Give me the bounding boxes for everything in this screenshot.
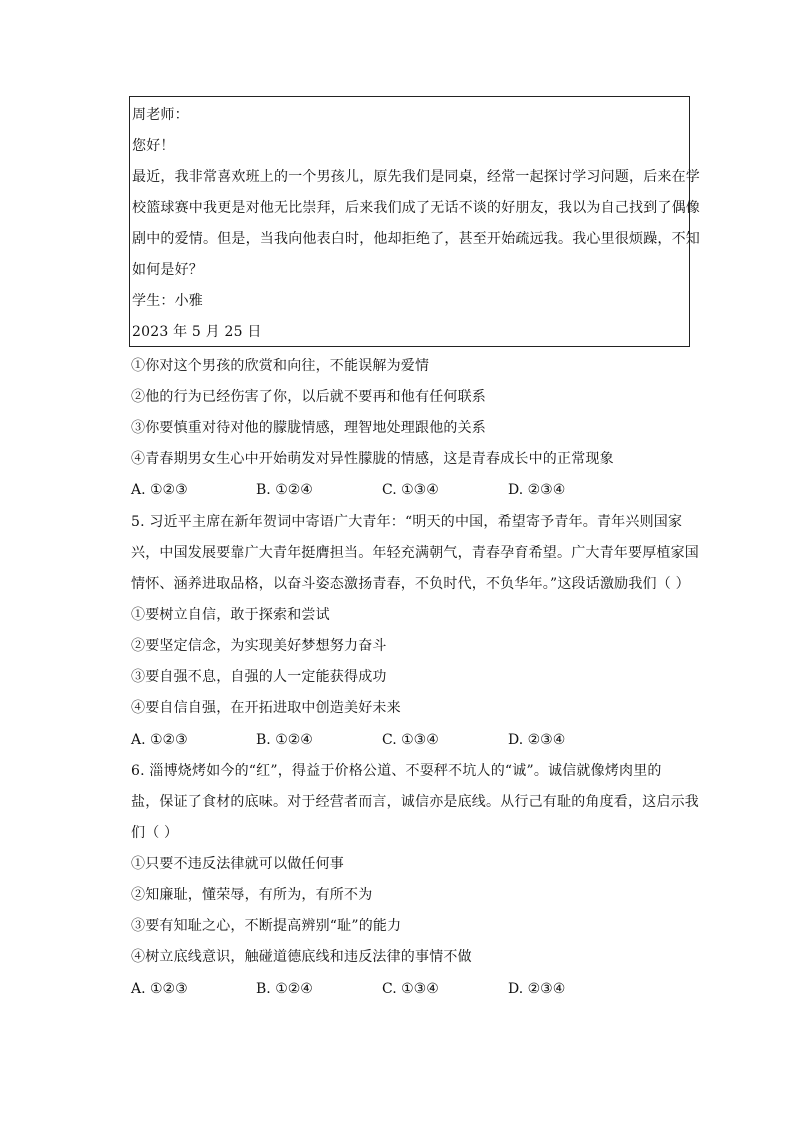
q5-choice-c[interactable]: C. ①③④ xyxy=(382,732,439,748)
q4-choice-b[interactable]: B. ①②④ xyxy=(256,482,313,498)
q4-statement: ②他的行为已经伤害了你，以后就不要再和他有任何联系 xyxy=(131,389,486,405)
q5-choice-d[interactable]: D. ②③④ xyxy=(508,732,566,748)
q6-statement: ③要有知耻之心，不断提高辨别“耻”的能力 xyxy=(131,918,402,934)
q6-stem-line: 6. 淄博烧烤如今的“红”，得益于价格公道、不耍秤不坑人的“诚”。诚信就像烤肉里的 xyxy=(131,763,662,779)
letter-body-line: 校篮球赛中我更是对他无比崇拜，后来我们成了无话不谈的好朋友，我以为自己找到了偶像 xyxy=(132,200,700,216)
letter-box xyxy=(129,96,700,347)
q6-choice-c[interactable]: C. ①③④ xyxy=(382,981,439,997)
q5-choice-b[interactable]: B. ①②④ xyxy=(256,732,313,748)
q6-stem-line: 盐，保证了食材的底味。对于经营者而言，诚信亦是底线。从行己有耻的角度看，这启示我 xyxy=(131,794,699,810)
letter-date: 2023 年 5 月 25 日 xyxy=(132,324,262,340)
q5-stem-line: 5. 习近平主席在新年贺词中寄语广大青年：“明天的中国，希望寄予青年。青年兴则国家 xyxy=(131,514,683,530)
q5-statement: ③要自强不息，自强的人一定能获得成功 xyxy=(131,669,387,685)
letter-greeting: 您好！ xyxy=(132,138,175,154)
letter-salutation: 周老师： xyxy=(132,107,189,123)
q5-statement: ②要坚定信念，为实现美好梦想努力奋斗 xyxy=(131,638,387,654)
letter-signature: 学生：小雅 xyxy=(132,293,203,309)
q4-statement: ④青春期男女生心中开始萌发对异性朦胧的情感，这是青春成长中的正常现象 xyxy=(131,451,614,467)
letter-body-line: 最近，我非常喜欢班上的一个男孩儿，原先我们是同桌，经常一起探讨学习问题，后来在学 xyxy=(132,169,700,185)
q6-choice-a[interactable]: A. ①②③ xyxy=(131,981,188,997)
q5-stem-line: 情怀、涵养进取品格，以奋斗姿态激扬青春，不负时代，不负华年。”这段话激励我们（ ） xyxy=(131,576,690,592)
q6-statement: ①只要不违反法律就可以做任何事 xyxy=(131,856,344,872)
q4-choice-a[interactable]: A. ①②③ xyxy=(131,482,188,498)
q4-statement: ③你要慎重对待对他的朦胧情感，理智地处理跟他的关系 xyxy=(131,420,486,436)
letter-body-line: 剧中的爱情。但是，当我向他表白时，他却拒绝了，甚至开始疏远我。我心里很烦躁，不知 xyxy=(132,231,700,247)
q5-choice-a[interactable]: A. ①②③ xyxy=(131,732,188,748)
q6-choice-b[interactable]: B. ①②④ xyxy=(256,981,313,997)
q5-statement: ④要自信自强，在开拓进取中创造美好未来 xyxy=(131,700,401,716)
q4-statement: ①你对这个男孩的欣赏和向往，不能误解为爱情 xyxy=(131,358,430,374)
q6-stem-line: 们（ ） xyxy=(131,825,179,841)
q6-statement: ④树立底线意识，触碰道德底线和违反法律的事情不做 xyxy=(131,949,472,965)
q4-choice-c[interactable]: C. ①③④ xyxy=(382,482,439,498)
letter-body-line: 如何是好？ xyxy=(132,262,203,278)
q6-statement: ②知廉耻，懂荣辱，有所为，有所不为 xyxy=(131,887,373,903)
q5-stem-line: 兴，中国发展要靠广大青年挺膺担当。年轻充满朝气，青春孕育希望。广大青年要厚植家国 xyxy=(131,545,699,561)
q4-choice-d[interactable]: D. ②③④ xyxy=(508,482,566,498)
q5-statement: ①要树立自信，敢于探索和尝试 xyxy=(131,607,330,623)
q6-choice-d[interactable]: D. ②③④ xyxy=(508,981,566,997)
